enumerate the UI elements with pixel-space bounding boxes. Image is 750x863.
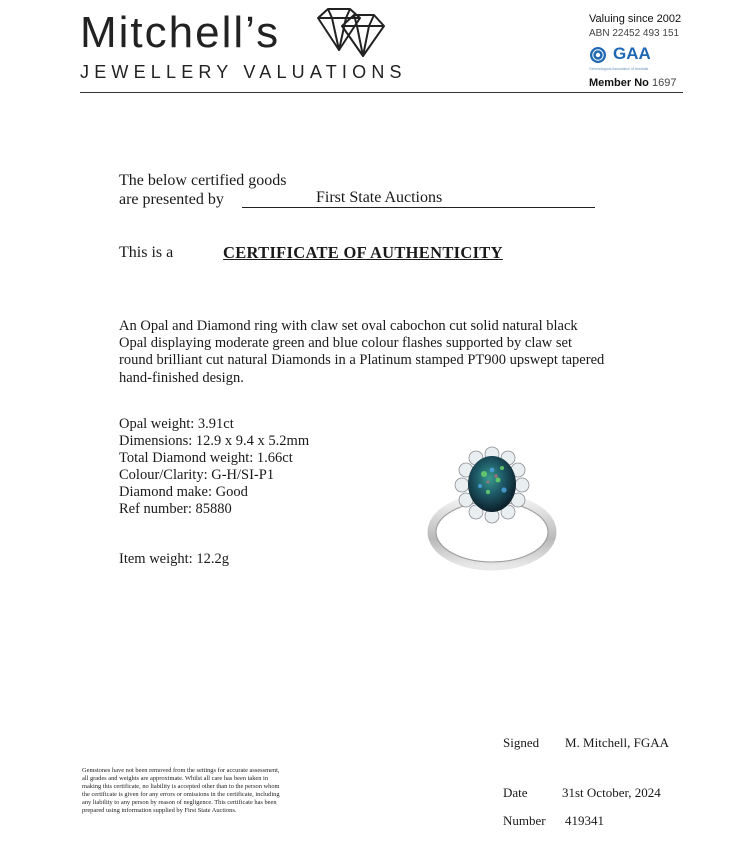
brand-subtitle: JEWELLERY VALUATIONS bbox=[80, 62, 407, 82]
presenter-name: First State Auctions bbox=[316, 189, 443, 206]
gaa-text: GAA bbox=[613, 44, 651, 63]
intro-line-1: The below certified goods bbox=[119, 172, 287, 189]
item-description: An Opal and Diamond ring with claw set oval cabochon cut solid natural black Opal displaying moderate green and blue colour flashes supported by claw set round brilliant cut natural Diamonds in a Platinum stamped PT900 upswept tapered hand-finished design. bbox=[119, 318, 605, 386]
signed-value: M. Mitchell, FGAA bbox=[565, 735, 669, 750]
gaa-tagline: Gemmological Association of Australia bbox=[589, 67, 649, 71]
spec-ref-number: Ref number: 85880 bbox=[119, 501, 232, 517]
certificate-number-value: 419341 bbox=[565, 813, 604, 828]
date-value: 31st October, 2024 bbox=[562, 785, 661, 800]
member-label: Member No bbox=[589, 77, 649, 89]
date-label: Date bbox=[503, 785, 528, 800]
diamond-logo-icon bbox=[312, 6, 386, 58]
brand-name: Mitchell’s bbox=[80, 8, 281, 57]
spec-opal-weight: Opal weight: 3.91ct bbox=[119, 416, 234, 432]
signed-label: Signed bbox=[503, 735, 540, 750]
specs-list bbox=[119, 416, 309, 518]
spec-colour-clarity: Colour/Clarity: G-H/SI-P1 bbox=[119, 467, 275, 483]
presenter-field bbox=[242, 189, 595, 208]
certificate-prefix: This is a bbox=[119, 244, 174, 261]
valuing-since: Valuing since 2002 bbox=[589, 13, 682, 25]
spec-diamond-make: Diamond make: Good bbox=[119, 484, 248, 500]
intro-line-2: are presented by bbox=[119, 191, 224, 208]
certificate-title: CERTIFICATE OF AUTHENTICITY bbox=[223, 243, 503, 262]
member-number bbox=[589, 77, 676, 89]
disclaimer-text: Gemstones have not been removed from the settings for accurate assessment, all grades and weights are approximate. Whilst all care has been taken in making this certificate, no liability is accepted other than to the person whom the certificate is given for any errors or omissions in the certificate, including any liability to any person by reason of negligence. This certificate has been prepared using information supplied by First State Auctions. bbox=[82, 767, 280, 815]
header-divider bbox=[80, 92, 683, 93]
certificate-number-label: Number bbox=[503, 813, 546, 828]
ring-photo bbox=[418, 440, 564, 572]
spec-diamond-weight: Total Diamond weight: 1.66ct bbox=[119, 450, 293, 466]
item-weight: Item weight: 12.2g bbox=[119, 551, 229, 567]
member-value: 1697 bbox=[651, 77, 677, 89]
gaa-seal-icon bbox=[589, 46, 607, 64]
abn-number: ABN 22452 493 151 bbox=[589, 28, 680, 39]
spec-dimensions: Dimensions: 12.9 x 9.4 x 5.2mm bbox=[119, 433, 310, 449]
